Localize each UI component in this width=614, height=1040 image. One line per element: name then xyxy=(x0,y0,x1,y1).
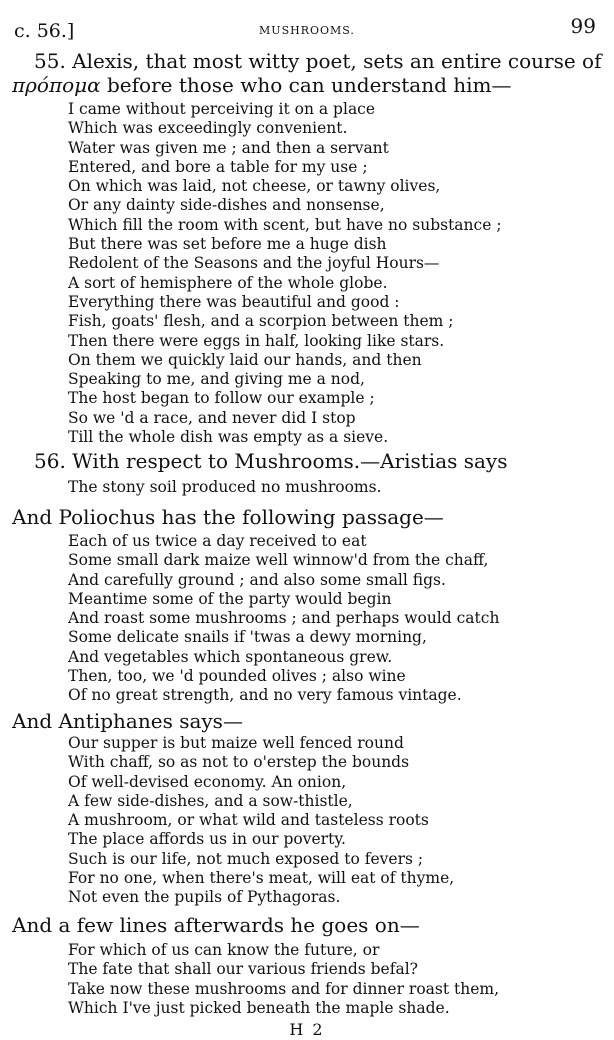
intro-afterwards: And a few lines afterwards he goes on— xyxy=(12,913,420,937)
verse-block-afterwards xyxy=(68,941,499,1018)
verse-line: Take now these mushrooms and for dinner roast them, xyxy=(68,979,500,998)
verse-line: Everything there was beautiful and good : xyxy=(68,292,400,311)
verse-line: And roast some mushrooms ; and perhaps would catch xyxy=(68,609,500,628)
verse-line: The host began to follow our example ; xyxy=(68,389,375,408)
paragraph-55-line-2 xyxy=(12,74,511,96)
verse-line: Which was exceedingly convenient. xyxy=(68,119,348,138)
verse-line: Then there were eggs in half, looking like stars. xyxy=(68,331,445,350)
verse-line: A few side-dishes, and a sow-thistle, xyxy=(68,791,353,810)
verse-block-alexis xyxy=(68,100,502,447)
verse-line: Speaking to me, and giving me a nod, xyxy=(68,370,365,389)
verse-line: The stony soil produced no mushrooms. xyxy=(68,478,382,496)
paragraph-55-line-1: 55. Alexis, that most witty poet, sets an entire course of xyxy=(34,49,602,73)
verse-line: And vegetables which spontaneous grew. xyxy=(68,647,393,666)
verse-line: Or any dainty side-dishes and nonsense, xyxy=(68,196,385,215)
verse-line: Some small dark maize well winnow'd from the chaff, xyxy=(68,551,489,570)
verse-line: The fate that shall our various friends befal? xyxy=(68,960,418,979)
verse-line: On which was laid, not cheese, or tawny olives, xyxy=(68,177,441,196)
verse-block-aristias xyxy=(68,478,382,497)
verse-line: Meantime some of the party would begin xyxy=(68,589,392,608)
verse-line: Our supper is but maize well fenced round xyxy=(68,734,404,752)
verse-line: So we 'd a race, and never did I stop xyxy=(68,408,356,427)
verse-block-antiphanes xyxy=(68,734,454,908)
intro-antiphanes: And Antiphanes says— xyxy=(12,709,243,733)
paragraph-56: 56. With respect to Mushrooms.—Aristias says xyxy=(34,449,508,473)
verse-line: For which of us can know the future, or xyxy=(68,941,380,959)
verse-line: Of well-devised economy. An onion, xyxy=(68,772,347,791)
verse-line: Each of us twice a day received to eat xyxy=(68,532,367,550)
verse-line: Entered, and bore a table for my use ; xyxy=(68,157,368,176)
greek-word: πρόπομα xyxy=(12,73,101,97)
verse-line: On them we quickly laid our hands, and then xyxy=(68,350,422,369)
verse-line: Which fill the room with scent, but have no substance ; xyxy=(68,215,502,234)
verse-block-poliochus xyxy=(68,532,499,706)
section-reference: c. 56.] xyxy=(14,20,75,42)
verse-line: Some delicate snails if 'twas a dewy morning, xyxy=(68,628,427,647)
running-title: MUSHROOMS. xyxy=(259,24,355,37)
verse-line: The place affords us in our poverty. xyxy=(68,830,346,849)
paragraph-55-line-2-text: before those who can understand him— xyxy=(100,73,512,97)
verse-line: Not even the pupils of Pythagoras. xyxy=(68,888,341,907)
verse-line: I came without perceiving it on a place xyxy=(68,100,376,118)
verse-line: Till the whole dish was empty as a sieve. xyxy=(68,428,389,447)
signature-mark: H 2 xyxy=(289,1020,325,1039)
verse-line: Which I've just picked beneath the maple shade. xyxy=(68,998,450,1017)
verse-line: Of no great strength, and no very famous vintage. xyxy=(68,686,462,705)
verse-line: A mushroom, or what wild and tasteless roots xyxy=(68,811,429,830)
verse-line: With chaff, so as not to o'erstep the bounds xyxy=(68,753,410,772)
verse-line: And carefully ground ; and also some small figs. xyxy=(68,570,446,589)
verse-line: Such is our life, not much exposed to fevers ; xyxy=(68,849,424,868)
verse-line: But there was set before me a huge dish xyxy=(68,235,387,254)
verse-line: Redolent of the Seasons and the joyful Hours— xyxy=(68,254,440,273)
verse-line: A sort of hemisphere of the whole globe. xyxy=(68,273,388,292)
running-header xyxy=(14,8,600,42)
page-number: 99 xyxy=(570,14,596,38)
verse-line: Water was given me ; and then a servant xyxy=(68,138,389,157)
verse-line: Then, too, we 'd pounded olives ; also wine xyxy=(68,667,406,686)
verse-line: Fish, goats' flesh, and a scorpion between them ; xyxy=(68,312,454,331)
verse-line: For no one, when there's meat, will eat of thyme, xyxy=(68,869,455,888)
intro-poliochus: And Poliochus has the following passage— xyxy=(12,505,444,529)
